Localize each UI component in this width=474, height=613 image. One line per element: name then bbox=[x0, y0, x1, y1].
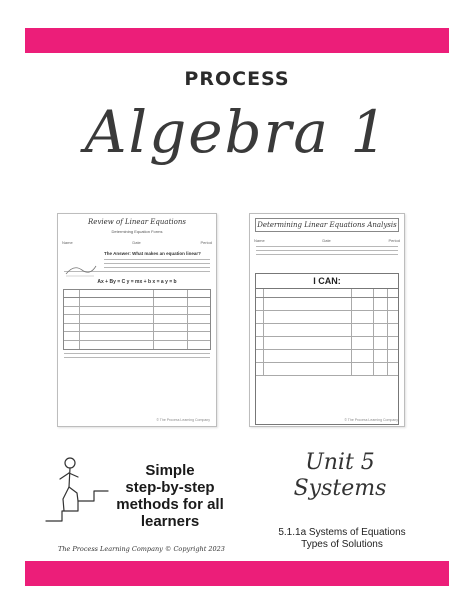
answer-line bbox=[256, 254, 398, 255]
answer-line bbox=[64, 353, 210, 354]
top-pink-band bbox=[25, 28, 449, 53]
copyright-text: The Process Learning Company © Copyright 2023 bbox=[58, 545, 225, 553]
left-sheet-subtitle: Determining Equation Forms bbox=[111, 229, 163, 234]
unit-heading bbox=[270, 450, 410, 502]
lesson-subtitle: Types of Solutions bbox=[301, 539, 383, 550]
date-field-label: Date bbox=[322, 238, 331, 243]
period-field-label: Period bbox=[388, 238, 400, 243]
bottom-pink-band bbox=[25, 561, 449, 586]
unit-name: Systems bbox=[293, 476, 387, 501]
answer-line bbox=[104, 259, 210, 260]
notes-area bbox=[256, 376, 398, 406]
table-row bbox=[256, 324, 398, 337]
answer-line bbox=[104, 263, 210, 264]
date-field-label: Date bbox=[132, 240, 141, 245]
name-field-label: Name bbox=[62, 240, 73, 245]
tagline-line: Simple bbox=[145, 462, 195, 479]
table-row bbox=[256, 337, 398, 350]
table-row bbox=[64, 324, 210, 333]
lesson-title: 5.1.1a Systems of Equations bbox=[278, 527, 406, 538]
tagline-line: learners bbox=[140, 513, 200, 530]
worksheet-preview-left bbox=[57, 213, 217, 427]
equations-table bbox=[63, 289, 211, 350]
table-row bbox=[256, 350, 398, 363]
table-header bbox=[256, 289, 398, 298]
answer-line bbox=[104, 267, 210, 268]
left-sheet-title: Review of Linear Equations bbox=[88, 218, 186, 226]
table-row bbox=[256, 311, 398, 324]
table-row bbox=[64, 307, 210, 316]
tagline-line: methods for all bbox=[116, 496, 224, 513]
ican-heading: I CAN: bbox=[256, 274, 398, 289]
right-sheet-footer: © The Process Learning Company bbox=[344, 418, 398, 422]
table-row bbox=[256, 363, 398, 376]
stick-figure-climbing-stairs-icon bbox=[44, 455, 110, 525]
ican-table bbox=[255, 273, 399, 425]
answer-line bbox=[256, 246, 398, 247]
right-sheet-title: Determining Linear Equations Analysis bbox=[255, 218, 399, 232]
unit-number: Unit 5 bbox=[305, 450, 375, 475]
table-row bbox=[64, 341, 210, 350]
answer-line bbox=[256, 250, 398, 251]
answer-line bbox=[64, 357, 210, 358]
name-field-label: Name bbox=[254, 238, 265, 243]
table-header bbox=[64, 290, 210, 298]
graph-sketch-icon bbox=[64, 262, 98, 278]
table-row bbox=[64, 332, 210, 341]
table-row bbox=[64, 315, 210, 324]
course-title: Algebra 1 bbox=[84, 98, 390, 166]
period-field-label: Period bbox=[200, 240, 212, 245]
tagline bbox=[110, 462, 230, 530]
equation-forms: Ax + By = C y = mx + b x = a y = b bbox=[97, 279, 177, 285]
right-sheet-fields bbox=[254, 238, 400, 243]
left-sheet-question: The Answer: What makes an equation linear? bbox=[104, 251, 201, 256]
table-row bbox=[256, 298, 398, 311]
left-sheet-fields bbox=[62, 240, 212, 245]
unit-subtitle bbox=[262, 527, 422, 551]
tagline-line: step-by-step bbox=[125, 479, 215, 496]
left-sheet-footer: © The Process Learning Company bbox=[156, 418, 210, 422]
worksheet-preview-right bbox=[249, 213, 405, 427]
table-row bbox=[64, 298, 210, 307]
brand-heading: PROCESS bbox=[184, 68, 290, 90]
